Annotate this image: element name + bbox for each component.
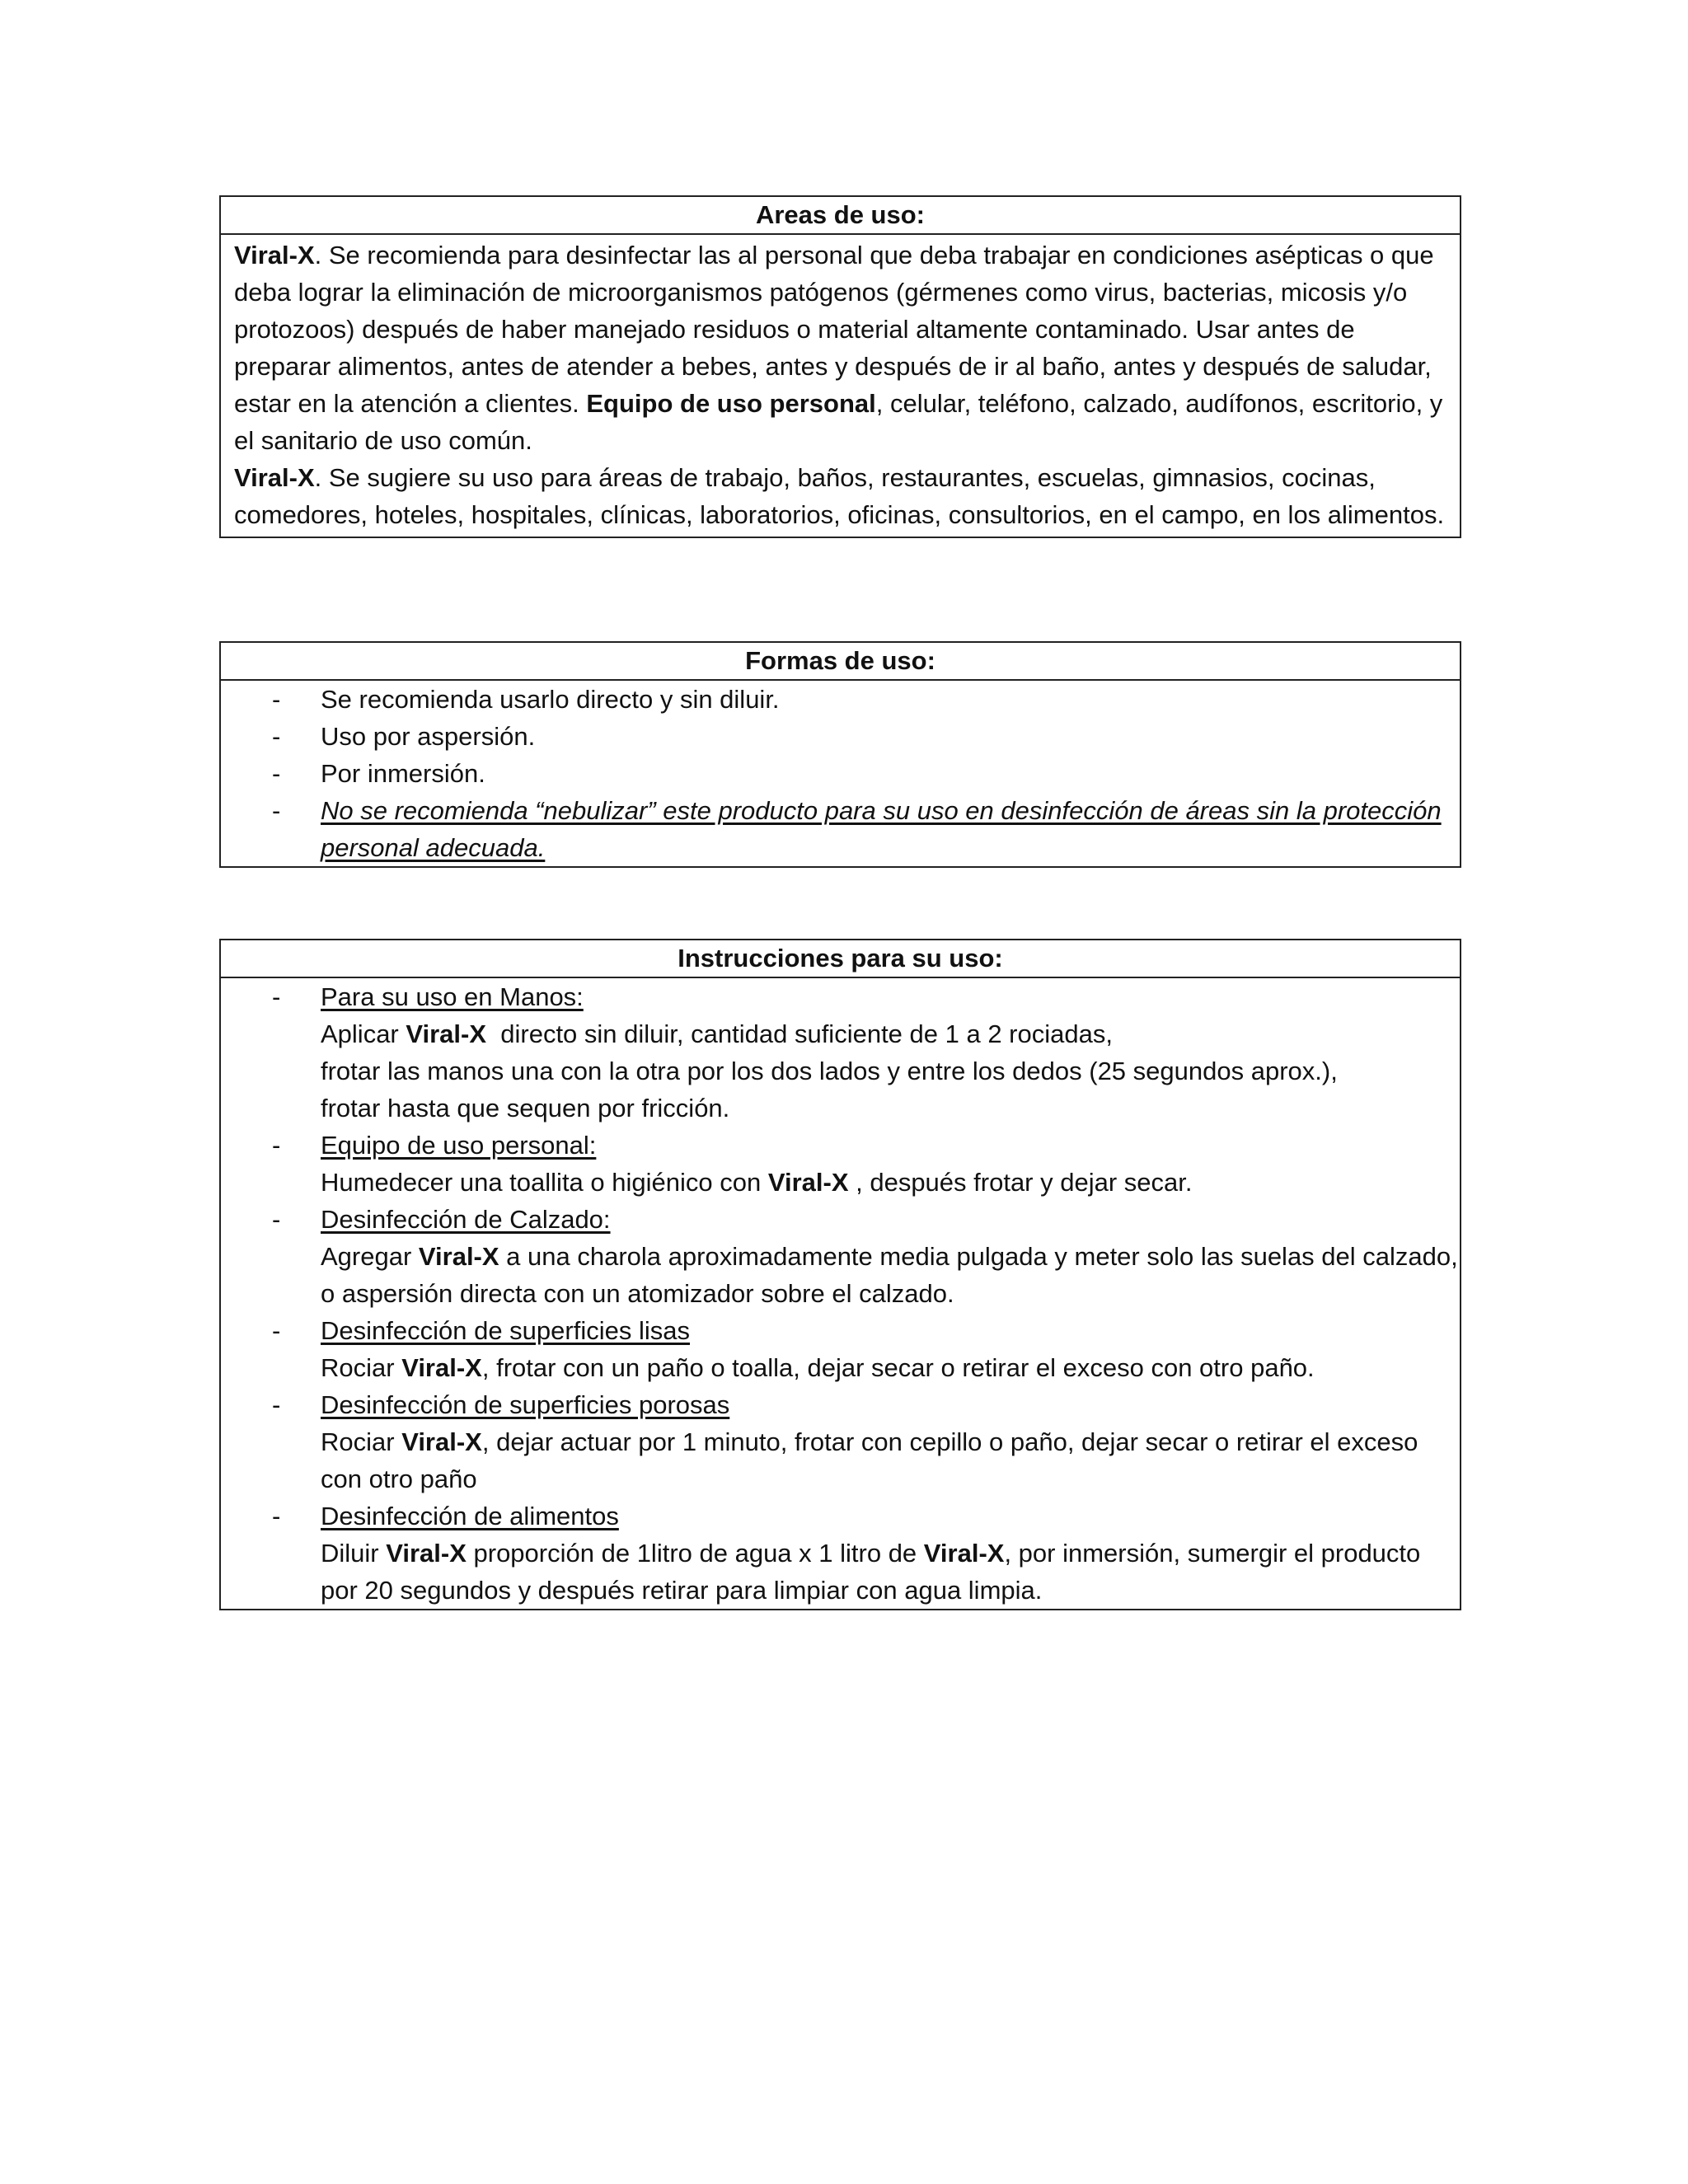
- alimentos-text: [321, 1535, 1460, 1609]
- areas-text-b: , celular, teléfono, calzado, audífonos, escritorio, y el sanitario de uso común.: [234, 389, 1443, 455]
- formas-item-text: Por inmersión.: [321, 759, 485, 788]
- areas-de-uso-body: [221, 235, 1460, 537]
- formas-item: [221, 755, 1460, 792]
- formas-item-warning: [221, 792, 1460, 866]
- instruccion-lisas: [221, 1312, 1460, 1386]
- porosas-text-a: Rociar: [321, 1427, 402, 1456]
- dash-bullet: -: [272, 1502, 281, 1530]
- alimentos-text-c: , por inmersión, sumergir el producto por 20 segundos y después retirar para limpiar con agua limpia.: [321, 1539, 1421, 1605]
- manos-text-b: directo sin diluir, cantidad suficiente de 1 a 2 rociadas,: [486, 1019, 1113, 1048]
- porosas-heading: Desinfección de superficies porosas: [321, 1390, 730, 1419]
- alimentos-text-b: proporción de 1litro de agua x 1 litro de: [466, 1539, 924, 1568]
- instruccion-calzado: [221, 1201, 1460, 1312]
- dash-bullet: -: [272, 1316, 281, 1345]
- manos-line-2: frotar las manos una con la otra por los dos lados y entre los dedos (25 segundos aprox.),: [321, 1057, 1338, 1085]
- alimentos-heading: Desinfección de alimentos: [321, 1502, 619, 1530]
- brand-name: Viral-X: [401, 1353, 482, 1382]
- brand-name: Viral-X: [401, 1427, 482, 1456]
- manos-heading: Para su uso en Manos:: [321, 982, 584, 1011]
- lisas-text-b: , frotar con un paño o toalla, dejar secar o retirar el exceso con otro paño.: [481, 1353, 1315, 1382]
- dash-bullet: -: [272, 982, 281, 1011]
- dash-bullet: -: [272, 1131, 281, 1160]
- instruccion-manos: [221, 978, 1460, 1127]
- equipo-text: [321, 1164, 1460, 1201]
- formas-item-text: Uso por aspersión.: [321, 722, 536, 751]
- equipo-text-b: , después frotar y dejar secar.: [848, 1168, 1193, 1197]
- areas-paragraph-1: [234, 237, 1448, 459]
- lisas-text-a: Rociar: [321, 1353, 402, 1382]
- dash-bullet: -: [272, 759, 281, 788]
- dash-bullet: -: [272, 1390, 281, 1419]
- areas-de-uso-box: [219, 195, 1461, 538]
- areas-paragraph-2: [234, 459, 1448, 533]
- instruccion-alimentos: [221, 1497, 1460, 1609]
- areas-de-uso-title: Areas de uso:: [221, 197, 1460, 235]
- instrucciones-title: Instrucciones para su uso:: [221, 940, 1460, 978]
- dash-bullet: -: [272, 685, 281, 714]
- equipo-phrase: Equipo de uso personal: [586, 389, 876, 418]
- manos-line-3: frotar hasta que sequen por fricción.: [321, 1094, 730, 1122]
- instrucciones-box: [219, 939, 1461, 1610]
- brand-name: Viral-X: [767, 1168, 849, 1197]
- brand-name: Viral-X: [406, 1019, 487, 1048]
- areas-text-a: . Se recomienda para desinfectar las al personal que deba trabajar en condiciones asépticas o que deba lograr la eliminación de microorganismos patógenos (gérmenes como virus, bacterias, micosis y/o protozoos) después de haber manejado residuos o material altamente contaminado. Usar antes de preparar alimentos, antes de atender a bebes, antes y después de ir al baño, antes y después de saludar, estar en la atención a clientes.: [234, 241, 1434, 418]
- brand-name: Viral-X: [234, 241, 315, 269]
- calzado-text: [321, 1238, 1460, 1312]
- formas-de-uso-box: [219, 641, 1461, 868]
- lisas-text: [321, 1349, 1460, 1386]
- equipo-text-a: Humedecer una toallita o higiénico con: [321, 1168, 768, 1197]
- formas-item: [221, 681, 1460, 718]
- instruccion-porosas: [221, 1386, 1460, 1497]
- porosas-text: [321, 1423, 1460, 1497]
- manos-line-1: [321, 1015, 1460, 1052]
- formas-item: [221, 718, 1460, 755]
- porosas-text-b: , dejar actuar por 1 minuto, frotar con cepillo o paño, dejar secar o retirar el exceso con otro paño: [321, 1427, 1418, 1493]
- calzado-text-b: a una charola aproximadamente media pulgada y meter solo las suelas del calzado, o aspersión directa con un atomizador sobre el calzado.: [321, 1242, 1458, 1308]
- lisas-heading: Desinfección de superficies lisas: [321, 1316, 690, 1345]
- dash-bullet: -: [272, 722, 281, 751]
- instrucciones-list: [221, 978, 1460, 1609]
- brand-name: Viral-X: [386, 1539, 467, 1568]
- brand-name: Viral-X: [418, 1242, 499, 1271]
- calzado-heading: Desinfección de Calzado:: [321, 1205, 611, 1234]
- equipo-heading: Equipo de uso personal:: [321, 1131, 597, 1160]
- dash-bullet: -: [272, 796, 281, 825]
- formas-item-text: Se recomienda usarlo directo y sin diluir.: [321, 685, 780, 714]
- alimentos-text-a: Diluir: [321, 1539, 387, 1568]
- areas-text-c: . Se sugiere su uso para áreas de trabajo, baños, restaurantes, escuelas, gimnasios, cocinas, comedores, hoteles, hospitales, clínicas, laboratorios, oficinas, consultorios, en el campo, en los alimentos.: [234, 463, 1445, 529]
- manos-text-a: Aplicar: [321, 1019, 406, 1048]
- dash-bullet: -: [272, 1205, 281, 1234]
- formas-de-uso-list: [221, 681, 1460, 866]
- calzado-text-a: Agregar: [321, 1242, 419, 1271]
- formas-de-uso-title: Formas de uso:: [221, 643, 1460, 681]
- nebulizar-warning: No se recomienda “nebulizar” este producto para su uso en desinfección de áreas sin la protección personal adecuada.: [321, 796, 1442, 862]
- instruccion-equipo: [221, 1127, 1460, 1201]
- brand-name: Viral-X: [923, 1539, 1005, 1568]
- brand-name: Viral-X: [234, 463, 315, 492]
